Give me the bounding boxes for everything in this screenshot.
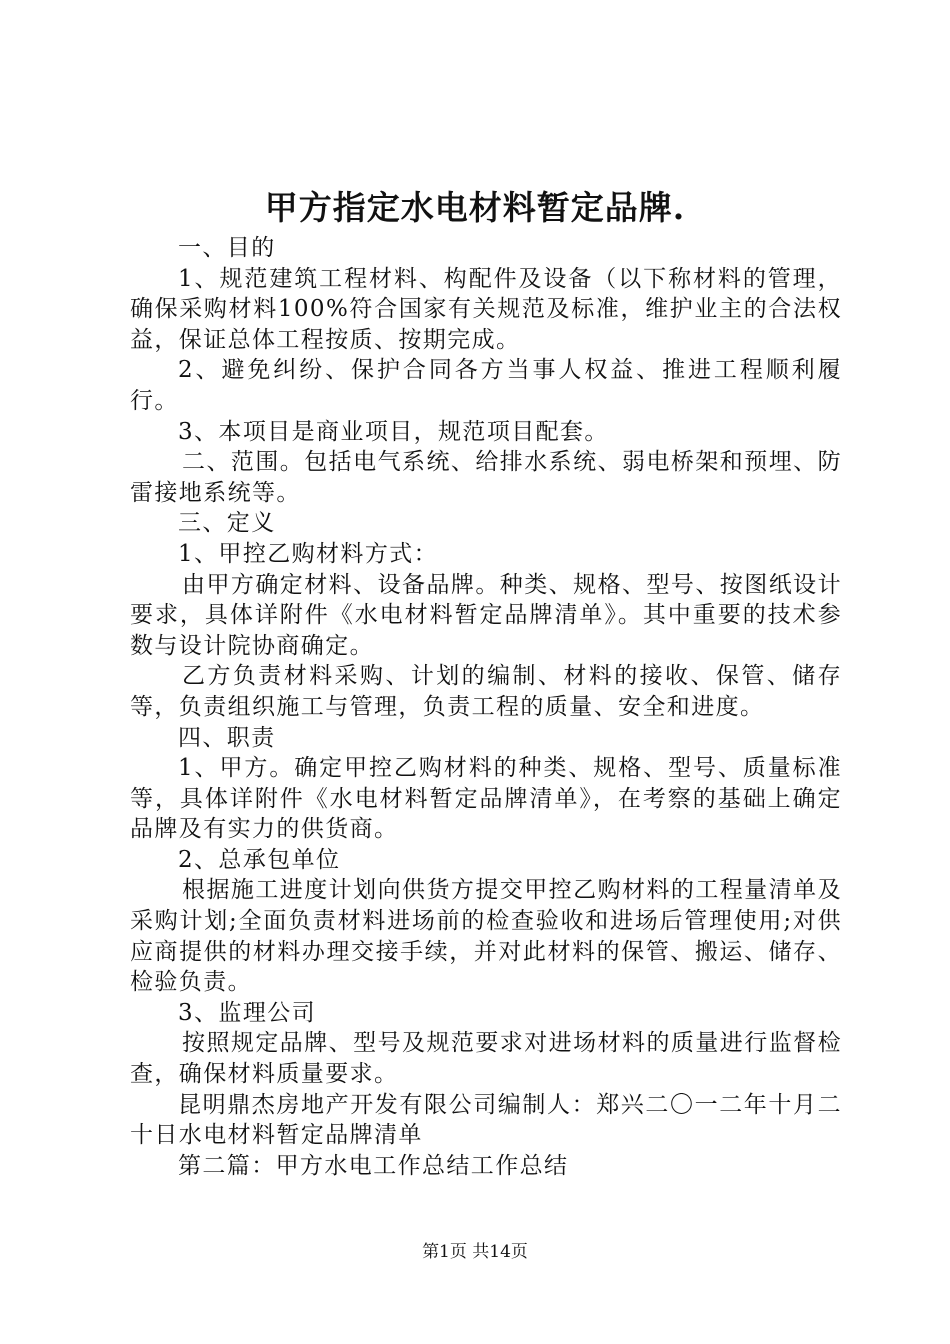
paragraph: 1、甲方。确定甲控乙购材料的种类、规格、型号、质量标准等，具体详附件《水电材料暂定品牌清单》，在考察的基础上确定品牌及有实力的供货商。 — [130, 755, 842, 843]
paragraph: 第二篇：甲方水电工作总结工作总结 — [178, 1152, 569, 1179]
paragraph: 1、甲控乙购材料方式： — [178, 540, 439, 567]
section-heading-definition: 三、定义 — [178, 510, 276, 537]
document-title: 甲方指定水电材料暂定品牌. — [264, 188, 686, 227]
paragraph: 2、总承包单位 — [178, 846, 341, 873]
section-heading-purpose: 一、目的 — [178, 235, 276, 261]
section-heading-duties: 四、职责 — [178, 724, 276, 751]
paragraph: 乙方负责材料采购、计划的编制、材料的接收、保管、储存等，负责组织施工与管理，负责工程的质量、安全和进度。 — [130, 663, 842, 720]
paragraph: 按照规定品牌、型号及规范要求对进场材料的质量进行监督检查，确保材料质量要求。 — [130, 1030, 842, 1088]
paragraph: 昆明鼎杰房地产开发有限公司编制人：郑兴二〇一二年十月二十日水电材料暂定品牌清单 — [130, 1091, 842, 1149]
document-body — [130, 233, 842, 1181]
paragraph: 3、监理公司 — [178, 999, 317, 1026]
paragraph: 根据施工进度计划向供货方提交甲控乙购材料的工程量清单及采购计划;全面负责材料进场前的检查验收和进场后管理使用;对供应商提供的材料办理交接手续，并对此材料的保管、搬运、储存、检验负责。 — [130, 877, 842, 996]
paragraph: 由甲方确定材料、设备品牌。种类、规格、型号、按图纸设计要求，具体详附件《水电材料暂定品牌清单》。其中重要的技术参数与设计院协商确定。 — [130, 571, 842, 659]
paragraph: 2、避免纠纷、保护合同各方当事人权益、推进工程顺利履行。 — [130, 357, 842, 414]
paragraph: 1、规范建筑工程材料、构配件及设备（以下称材料的管理，确保采购材料100%符合国家有关规范及标准，维护业主的合法权益，保证总体工程按质、按期完成。 — [130, 265, 842, 353]
page-footer: 第1页 共14页 — [422, 1242, 528, 1262]
section-heading-scope: 二、范围。包括电气系统、给排水系统、弱电桥架和预埋、防雷接地系统等。 — [130, 449, 842, 506]
paragraph: 3、本项目是商业项目，规范项目配套。 — [178, 418, 609, 445]
